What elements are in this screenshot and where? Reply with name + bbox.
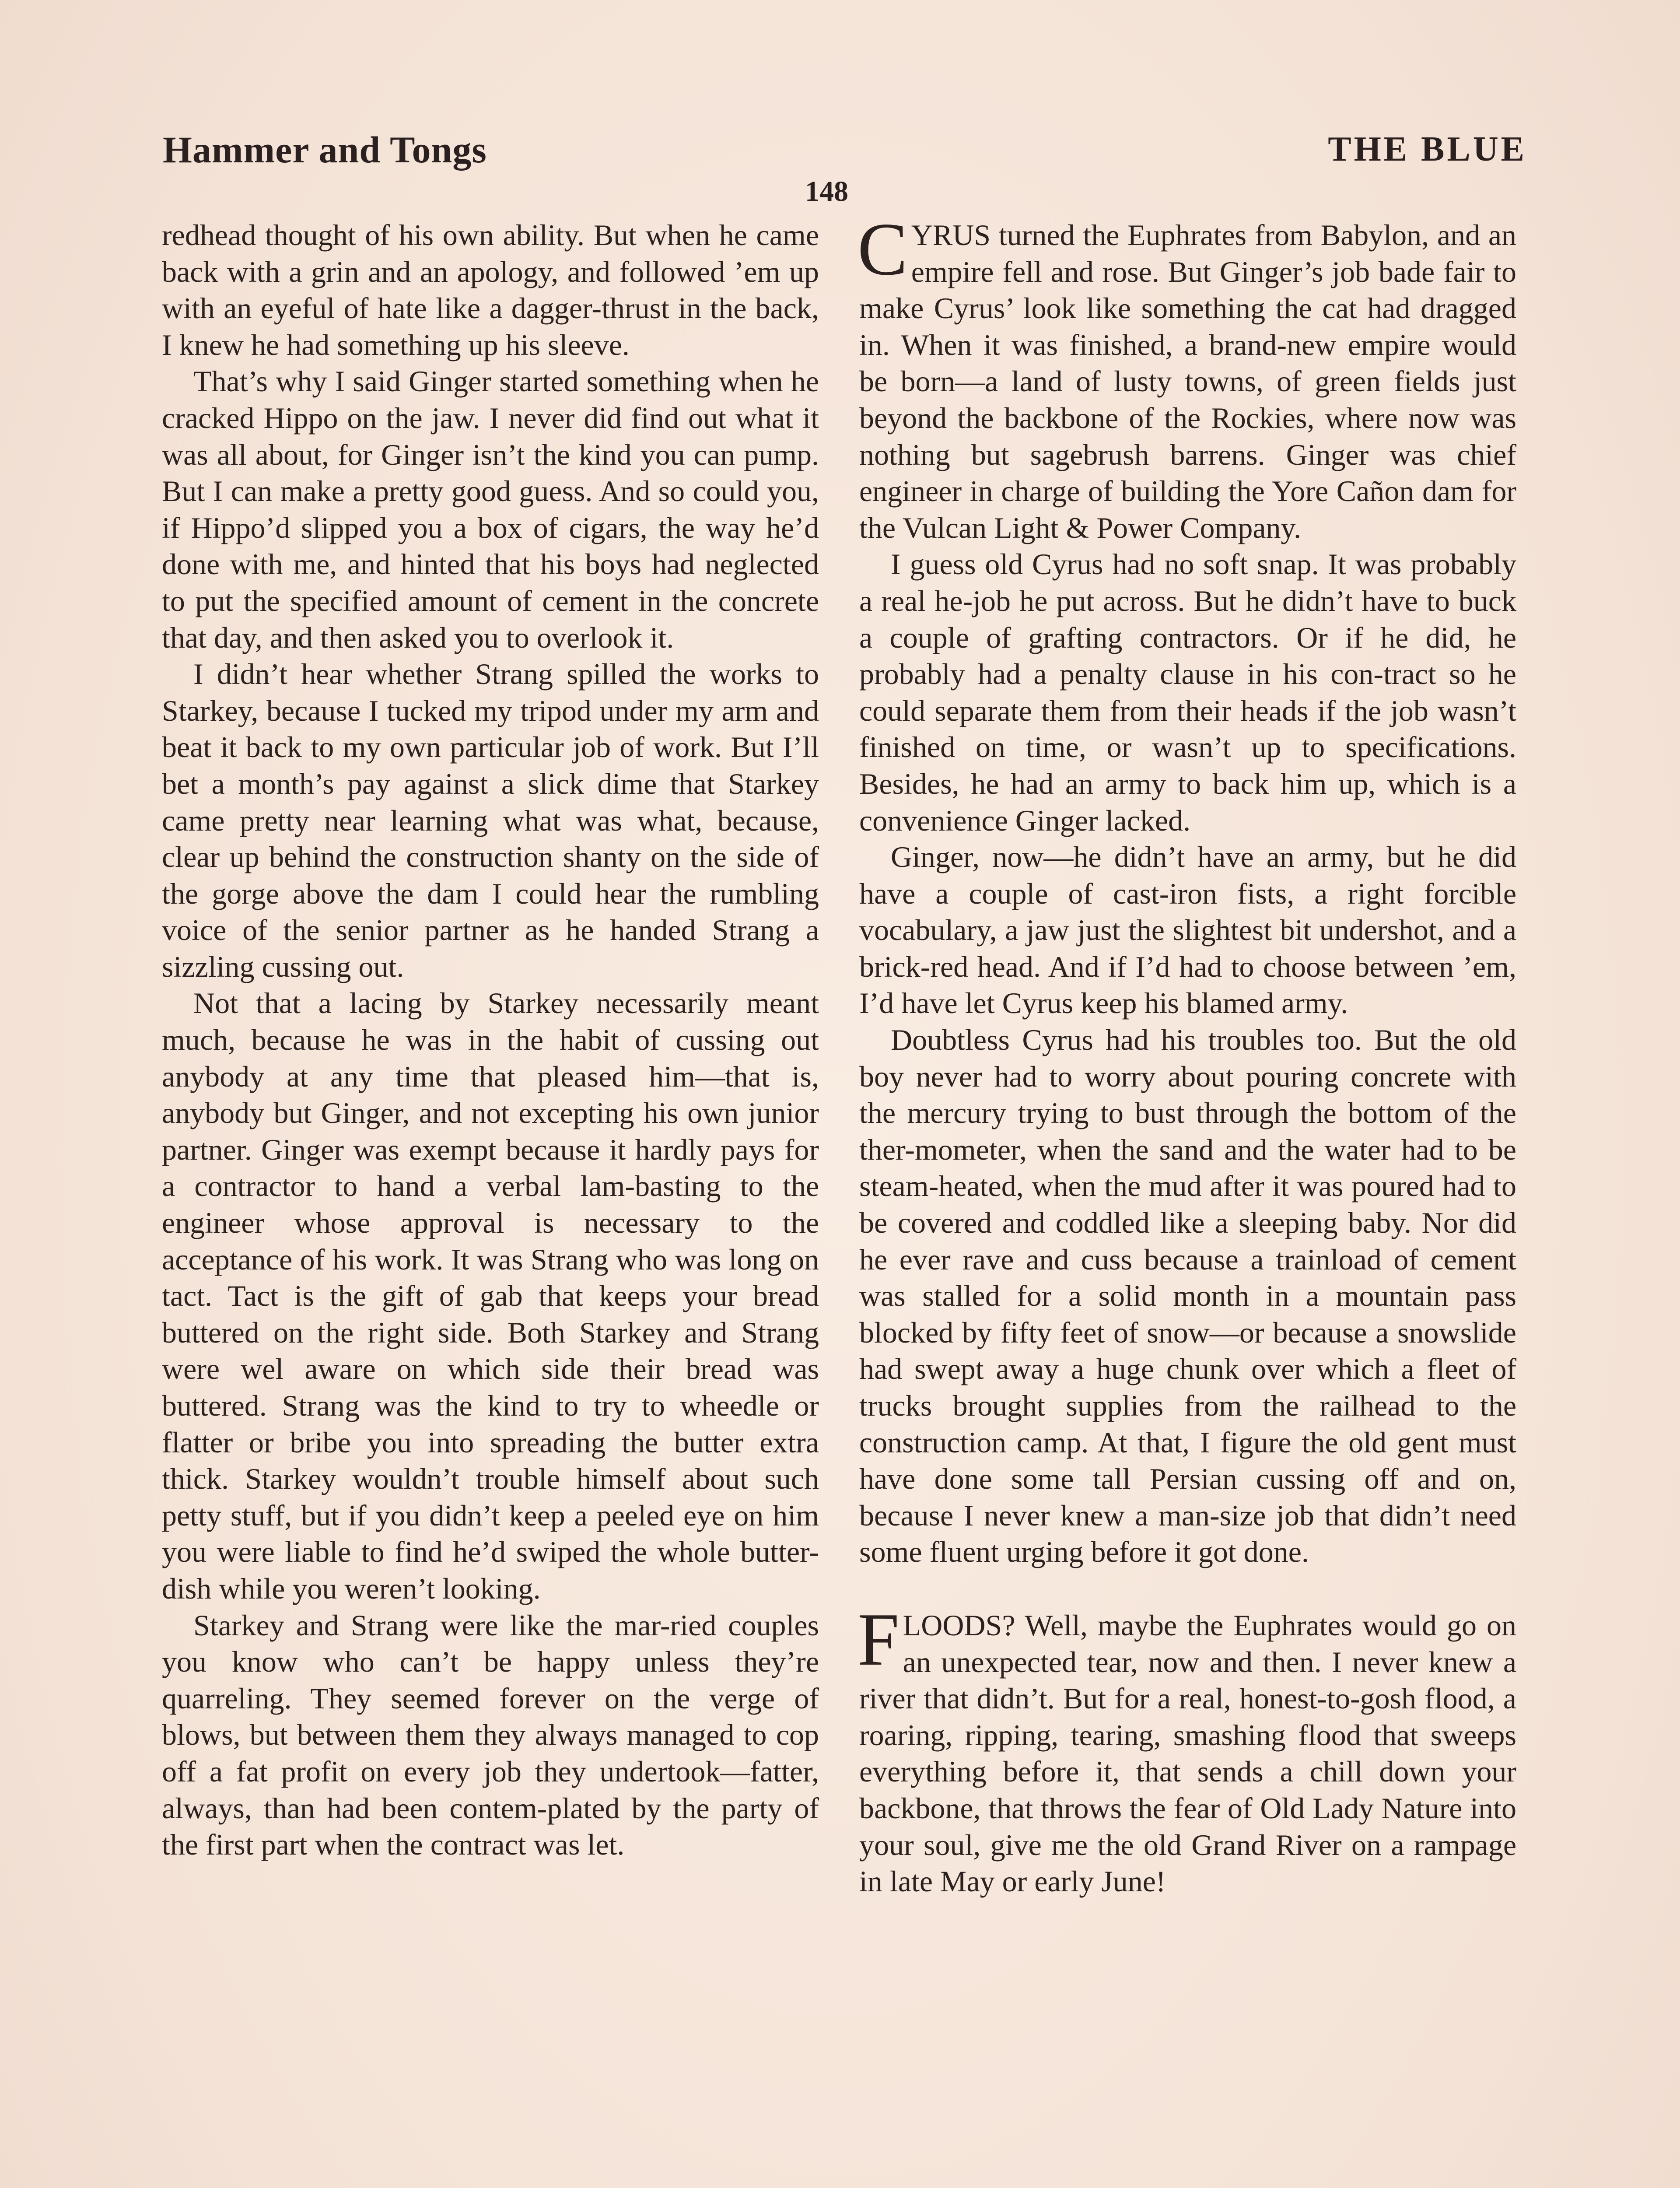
paragraph: I guess old Cyrus had no soft snap. It was probably a real he-job he put across. But he didn’t have to buck a couple of grafting contractors. Or if he did, he probably had a penalty clause in his con-tract so he could separate them from their heads if the job wasn’t finished on time, or wasn’t up to specifications. Besides, he had an army to back him up, which is a convenience Ginger lacked. <box>859 547 1516 837</box>
paragraph: Ginger, now—he didn’t have an army, but he did have a couple of cast-iron fists, a right forcible vocabulary, a jaw just the slightest bit undershot, and a brick-red head. And if I’d had to choose between ’em, I’d have let Cyrus keep his blamed army. <box>859 840 1516 1020</box>
paragraph-text: LOODS? Well, maybe the Euphrates would go on an unexpected tear, now and then. I never knew a river that didn’t. But for a real, honest-to-gosh flood, a roaring, ripping, tearing, smashing flood that sweeps everything before it, that sends a chill down your backbone, that throws the fear of Old Lady Nature into your soul, give me the old Grand River on a rampage in late May or early June! <box>859 1608 1516 1898</box>
drop-cap: F <box>858 1598 900 1681</box>
paragraph: Starkey and Strang were like the mar-ried couples you know who can’t be happy unless they’re quarreling. They seemed forever on the verge of blows, but between them they always managed to cop off a fat profit on every job they undertook—fatter, always, than had been contem-plated by the party of the first part when the contract was let. <box>162 1608 819 1862</box>
paragraph: I didn’t hear whether Strang spilled the works to Starkey, because I tucked my tripod under my arm and beat it back to my own particular job of work. But I’ll bet a month’s pay against a slick dime that Starkey came pretty near learning what was what, because, clear up behind the construction shanty on the side of the gorge above the dam I could hear the rumbling voice of the senior partner as he handed Strang a sizzling cussing out. <box>162 657 819 983</box>
paragraph: Not that a lacing by Starkey necessarily meant much, because he was in the habit of cussing out anybody at any time that pleased him—that is, anybody but Ginger, and not excepting his own junior partner. Ginger was exempt because it hardly pays for a contractor to hand a verbal lam-basting to the engineer whose approval is necessary to the acceptance of his work. It was Strang who was long on tact. Tact is the gift of gab that keeps your bread buttered on the right side. Both Starkey and Strang were wel aware on which side their bread was buttered. Strang was the kind to try to wheedle or flatter or bribe you into spreading the butter extra thick. Starkey wouldn’t trouble himself about such petty stuff, but if you didn’t keep a peeled eye on him you were liable to find he’d swiped the whole butter-dish while you weren’t looking. <box>162 986 819 1605</box>
magazine-name: THE BLUE <box>1328 130 1527 168</box>
left-column <box>162 217 819 1863</box>
paragraph: redhead thought of his own ability. But when he came back with a grin and an apology, and followed ’em up with an eyeful of hate like a dagger-thrust in the back, I knew he had something up his sleeve. <box>162 218 819 361</box>
drop-cap: C <box>858 208 908 291</box>
right-column <box>858 208 1516 1900</box>
paragraph-text: YRUS turned the Euphrates from Babylon, and an empire fell and rose. But Ginger’s job bade fair to make Cyrus’ look like something the cat had dragged in. When it was finished, a brand-new empire would be born—a land of lusty towns, of green fields just beyond the backbone of the Rockies, where now was nothing but sagebrush barrens. Ginger was chief engineer in charge of building the Yore Cañon dam for the Vulcan Light & Power Company. <box>859 218 1516 544</box>
section-break <box>859 1571 1516 1607</box>
section-opening-paragraph <box>858 1598 1516 1900</box>
running-title: Hammer and Tongs <box>163 129 487 171</box>
paragraph: Doubtless Cyrus had his troubles too. But the old boy never had to worry about pouring concrete with the mercury trying to bust through the bottom of the ther-mometer, when the sand and the water had to be steam-heated, when the mud after it was poured had to be covered and coddled like a sleeping baby. Nor did he ever rave and cuss because a trainload of cement was stalled for a solid month in a mountain pass blocked by fifty feet of snow—or because a snowslide had swept away a huge chunk over which a fleet of trucks brought supplies from the railhead to the construction camp. At that, I figure the old gent must have done some tall Persian cussing off and on, because I never knew a man-size job that didn’t need some fluent urging before it got done. <box>859 1023 1516 1569</box>
page-number: 148 <box>805 175 848 207</box>
section-opening-paragraph <box>858 208 1516 546</box>
paragraph: That’s why I said Ginger started something when he cracked Hippo on the jaw. I never did find out what it was all about, for Ginger isn’t the kind you can pump. But I can make a pretty good guess. And so could you, if Hippo’d slipped you a box of cigars, the way he’d done with me, and hinted that his boys had neglected to put the specified amount of cement in the concrete that day, and then asked you to overlook it. <box>162 365 819 654</box>
